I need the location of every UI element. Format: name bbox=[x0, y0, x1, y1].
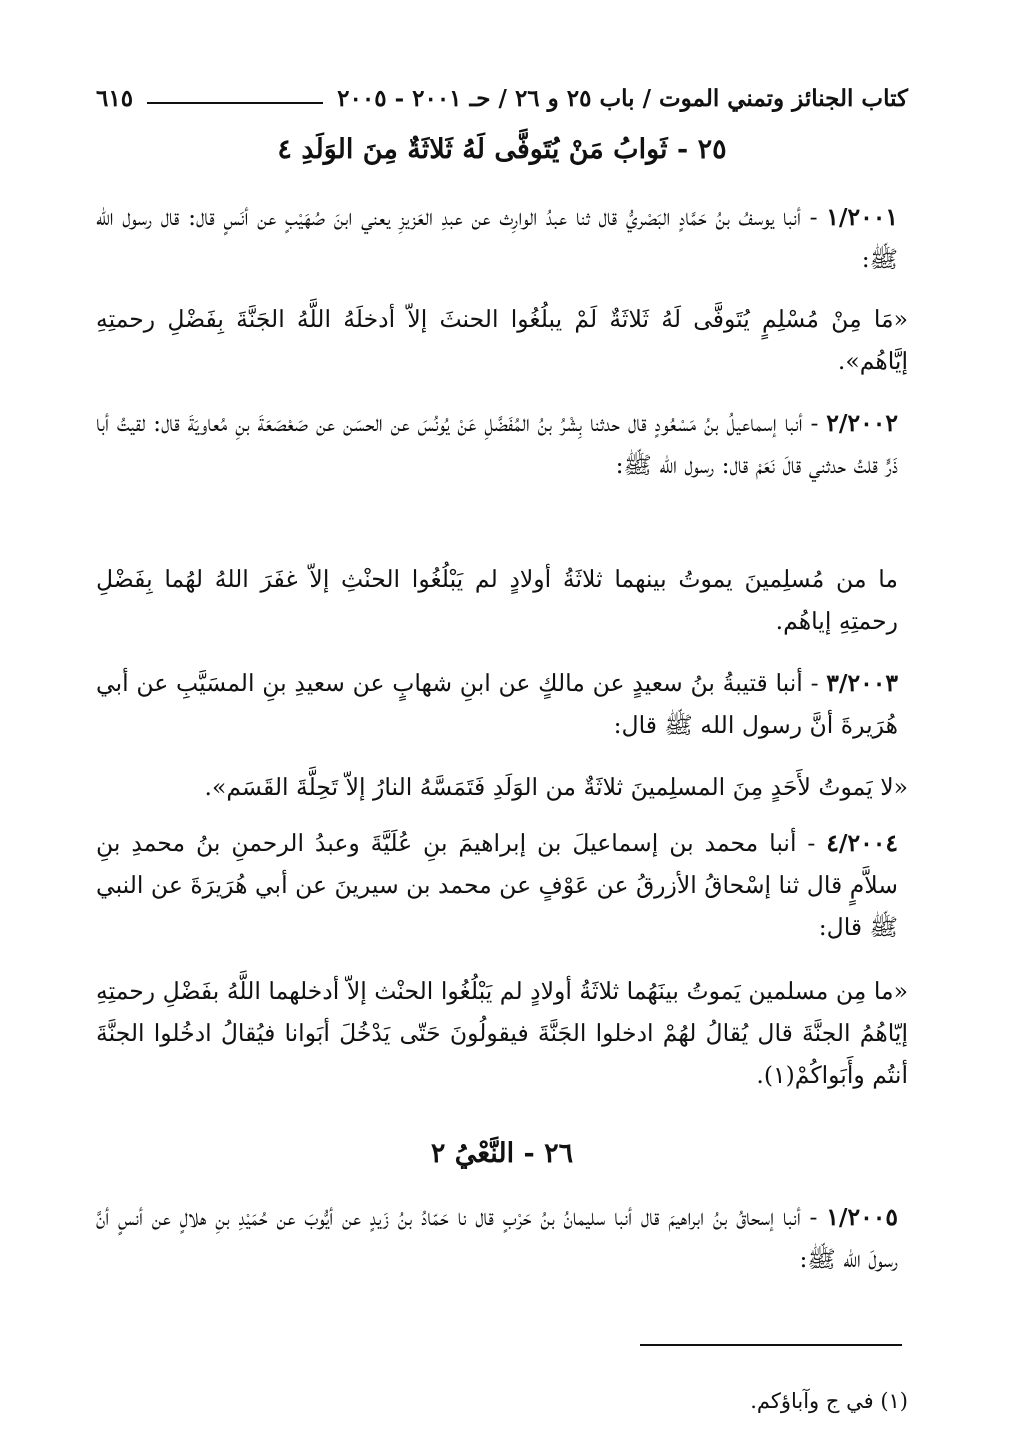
hadith-2003-matn: «لا يَموتُ لأَحَدٍ مِنَ المسلِمينَ ثلاثَةٌ من الوَلَدِ فَتَمَسَّهُ النارُ إلاّ تَحِلَّةَ القَسَم». bbox=[204, 773, 908, 801]
hadith-2001-isnad bbox=[96, 196, 908, 280]
hadith-isnad-text: - أنبا إسحاقُ بنُ ابراهيمَ قال أنبا سليمانُ بنُ حَرْبٍ قال نا حَمّادُ بنُ زَيدٍ عن أيُّوبَ عن حُمَيْدِ بنِ هلالٍ عن أنسٍ أنَّ رسولَ الله ﷺ: bbox=[96, 1203, 898, 1273]
hadith-number: ٤/٢٠٠٤ bbox=[826, 829, 898, 857]
hadith-2002-matn: ما من مُسلِمينَ يموتُ بينهما ثلاثَةُ أولادٍ لم يَبْلُغُوا الحنْثِ إلاّ غفَرَ اللهُ لهُما بِفَضْلِ رحمتِهِ إياهُم. bbox=[96, 565, 898, 635]
hadith-isnad-text: - أنبا يوسفُ بنُ حَمَّادٍ البَصْريُّ قال ثنا عبدُ الوارِث عن عبدِ العَزيزِ يعني ابنَ صُهَيْبٍ عن أنَسٍ قال: قال رسول الله ﷺ: bbox=[96, 203, 898, 273]
header-rule bbox=[147, 102, 323, 104]
section-title-26: ٢٦ - النَّعْيُ ٢ bbox=[430, 1138, 574, 1169]
page-number: ٦١٥ bbox=[96, 85, 134, 112]
running-header bbox=[96, 68, 908, 112]
hadith-2005-isnad bbox=[96, 1196, 908, 1280]
footnote: (١) في ج وآباؤكم. bbox=[750, 1389, 908, 1413]
running-header-title: كتاب الجنائز وتمني الموت / باب ٢٥ و ٢٦ / حـ ٢٠٠١ - ٢٠٠٥ bbox=[337, 85, 908, 112]
hadith-2003-isnad bbox=[96, 662, 908, 746]
hadith-2001-matn: «مَا مِنْ مُسْلِمٍ يُتَوفَّى لَهُ ثَلاثَةٌ لَمْ يبلُغُوا الحنثَ إلاّ أدخلَهُ اللَّهُ الجَنَّةَ بِفَضْلِ رحمتِهِ إيَّاهُم». bbox=[96, 305, 908, 375]
hadith-number: ٣/٢٠٠٣ bbox=[826, 669, 898, 697]
hadith-number: ٢/٢٠٠٢ bbox=[826, 409, 898, 437]
footnote-rule bbox=[640, 1344, 902, 1346]
hadith-isnad-text: - أنبا إسماعيلُ بنُ مَسْعُودٍ قال حدثنا بِشْرُ بنُ المُفَضَّلِ عَنْ يُونُسَ عن الحسَن عن صَعْصَعَةَ بنِ مُعاويَةَ قال: لقيتُ أبا ذَرٍّ قلتُ حدثني قالَ نَعَمْ قال: رسول الله ﷺ: bbox=[96, 409, 898, 479]
hadith-isnad-text: - أنبا قتيبةُ بنُ سعيدٍ عن مالكٍ عن ابنِ شهابٍ عن سعيدِ بنِ المسَيَّبِ عن أبي هُرَيرةَ أنَّ رسول الله ﷺ قال: bbox=[96, 669, 898, 739]
section-title-25: ٢٥ - ثَوابُ مَنْ يُتَوفَّى لَهُ ثَلاثَةٌ مِنَ الوَلَدِ ٤ bbox=[277, 134, 727, 165]
hadith-2002-isnad bbox=[96, 402, 908, 486]
hadith-2004-matn: «ما مِن مسلمين يَموتُ بينَهُما ثلاثَةُ أولادٍ لم يَبْلُغُوا الحنْث إلاّ أدخلهما اللَّهُ بفَضْلِ رحمتِهِ إيّاهُمُ الجنَّةَ قال يُقالُ لهُمْ ادخلوا الجَنَّةَ فيقولُونَ حَتّى يَدْخُلَ أبَوانا فيُقالُ ادخُلوا الجنَّةَ أنتُم وأَبَواكُمْ(١). bbox=[96, 977, 908, 1089]
hadith-isnad-text: - أنبا محمد بن إسماعيلَ بن إبراهيمَ بنِ عُلَيَّةَ وعبدُ الرحمنِ بنُ محمدِ بنِ سلاَّمٍ قال ثنا إسْحاقُ الأزرقُ عن عَوْفٍ عن محمد بن سيرينَ عن أبي هُرَيرَةَ عن النبي ﷺ قال: bbox=[96, 829, 898, 941]
hadith-number: ١/٢٠٠٥ bbox=[826, 1203, 898, 1231]
hadith-2004-isnad bbox=[96, 822, 908, 948]
hadith-number: ١/٢٠٠١ bbox=[826, 203, 898, 231]
